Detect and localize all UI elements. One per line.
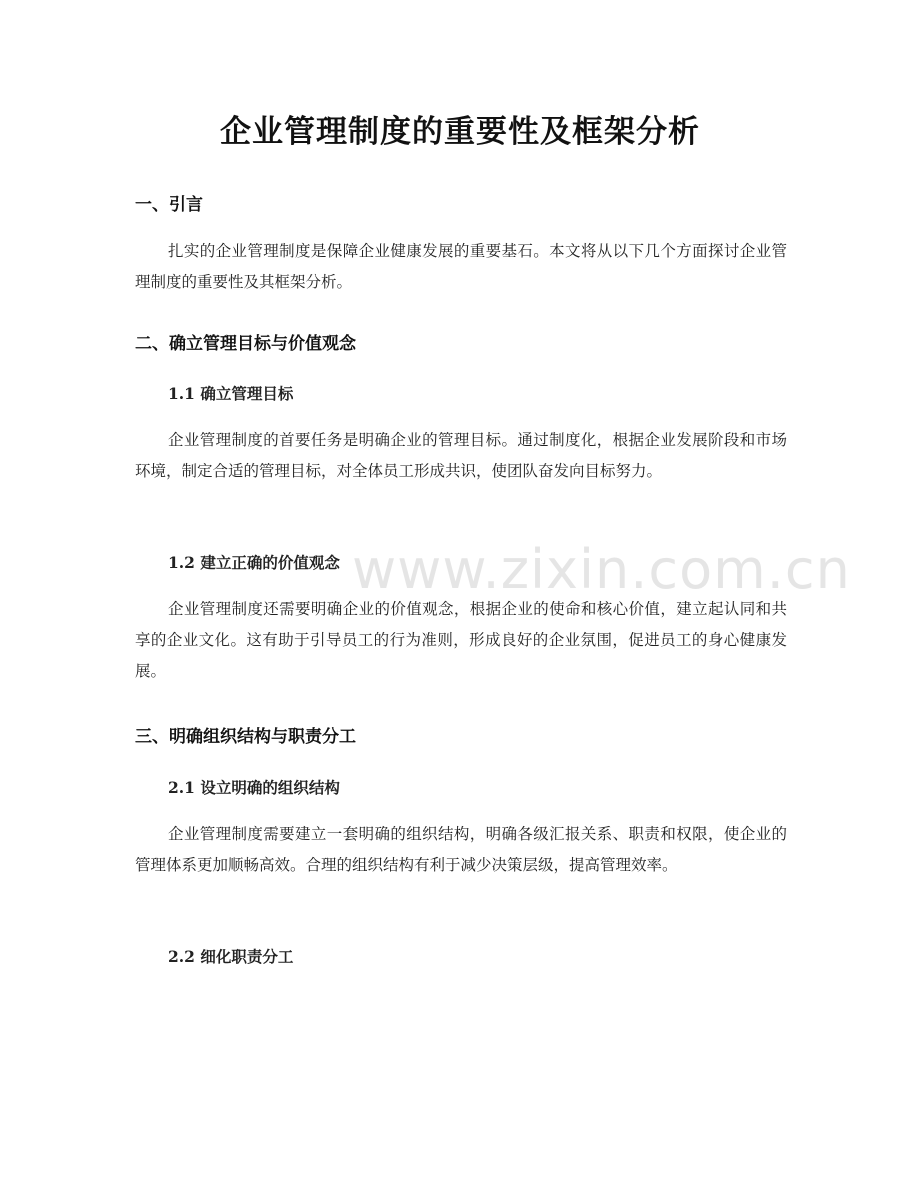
document-title: 企业管理制度的重要性及框架分析 — [220, 114, 700, 150]
section-heading-goals: 二、确立管理目标与价值观念 — [135, 334, 356, 354]
subsection-heading-1-1: 1.1 确立管理目标 — [168, 384, 294, 403]
subsection-heading-1-2: 1.2 建立正确的价值观念 — [168, 553, 340, 572]
section-heading-structure: 三、明确组织结构与职责分工 — [135, 727, 356, 747]
subsection-heading-2-2: 2.2 细化职责分工 — [168, 947, 294, 966]
subsection-heading-2-1: 2.1 设立明确的组织结构 — [168, 778, 340, 797]
subsection-paragraph-2-1: 企业管理制度需要建立一套明确的组织结构，明确各级汇报关系、职责和权限，使企业的管理体系更加顺畅高效。合理的组织结构有利于减少决策层级，提高管理效率。 — [135, 825, 787, 874]
watermark-text: www.zixin.com.cn — [352, 538, 851, 601]
section-heading-intro: 一、引言 — [135, 195, 203, 215]
subsection-paragraph-1-2: 企业管理制度还需要明确企业的价值观念，根据企业的使命和核心价值，建立起认同和共享的企业文化。这有助于引导员工的行为准则，形成良好的企业氛围，促进员工的身心健康发展。 — [135, 600, 787, 680]
section-paragraph-intro: 扎实的企业管理制度是保障企业健康发展的重要基石。本文将从以下几个方面探讨企业管理制度的重要性及其框架分析。 — [135, 242, 787, 291]
subsection-paragraph-1-1: 企业管理制度的首要任务是明确企业的管理目标。通过制度化，根据企业发展阶段和市场环境，制定合适的管理目标，对全体员工形成共识，使团队奋发向目标努力。 — [135, 431, 787, 480]
